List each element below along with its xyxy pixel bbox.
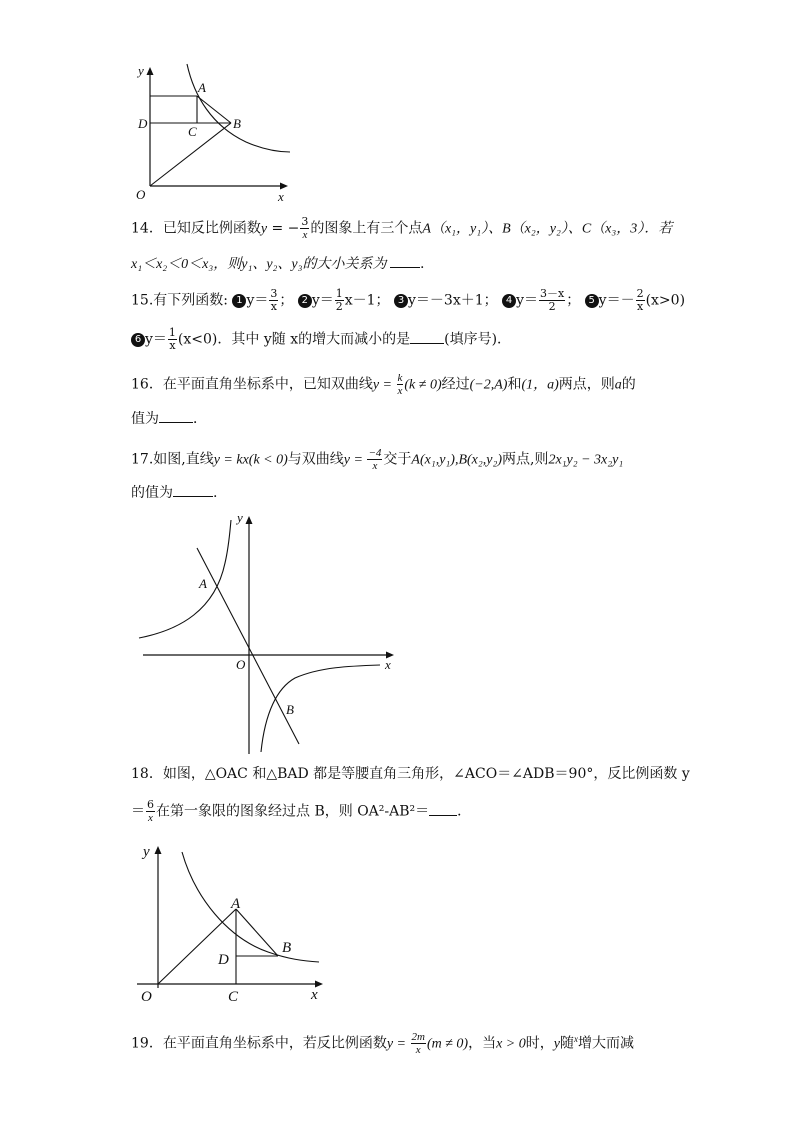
fig1-label-a: A bbox=[198, 80, 206, 95]
circled-number-1: 1 bbox=[232, 294, 246, 308]
fig2-label-x: x bbox=[385, 657, 391, 672]
q15-fraction-5: $\frac{2}{x}$ bbox=[636, 287, 644, 313]
answer-blank-q15[interactable] bbox=[410, 329, 444, 344]
fig3-label-y: y bbox=[143, 844, 150, 860]
circled-number-4: 4 bbox=[502, 294, 516, 308]
figure-2-svg bbox=[135, 508, 400, 758]
q15-fraction-4: $\frac{3-x}{2}$ bbox=[540, 287, 565, 313]
q14-text-b: 的图象上有三个点 bbox=[310, 220, 423, 237]
q14-line-2: x₁＜x₂＜0＜x₃，则y₁、y₂、y₃的大小关系为 . bbox=[131, 253, 424, 276]
fig1-label-b: B bbox=[233, 116, 241, 131]
fig2-label-y: y bbox=[237, 510, 243, 525]
q15-line-2: 6 y＝ $\frac{1}{x}$ (x<0)．其中 y随 x的增大而减小的是 (填序号)． bbox=[131, 327, 511, 352]
q16-fraction: $\frac{k}{x}$ bbox=[397, 372, 403, 397]
q18-line-1: 18．如图，△OAC 和△BAD 都是等腰直角三角形，∠ACO＝∠ADB＝90°，反比例函数 y bbox=[131, 766, 690, 782]
q19-line-1: 19．在平面直角坐标系中，若反比例函数y = $\frac{2m}{x}$ (m ≠ 0)，当x > 0时，y随$^x$增大而减 bbox=[131, 1031, 634, 1057]
q14-eq: = − bbox=[267, 220, 300, 237]
q15-line-1: 15.有下列函数: 1 y＝ $\frac{3}{x}$ ； 2 y＝ $\frac{1}{2}$ x－1； 3 y＝－3x＋1； 4 y＝ $\frac{3-x}{2}$ ； 5 y＝－ $\frac{2}{x}$ (x>0) bbox=[131, 287, 686, 313]
fig2-label-b: B bbox=[286, 702, 294, 717]
q18-fraction: $\frac{6}{x}$ bbox=[147, 798, 154, 824]
figure-hyperbola-line-2 bbox=[135, 508, 400, 758]
q17-fraction: $\frac{-4}{x}$ bbox=[368, 447, 382, 472]
circled-number-5: 5 bbox=[585, 294, 599, 308]
circled-number-3: 3 bbox=[394, 294, 408, 308]
fig1-label-y: y bbox=[138, 63, 144, 78]
fig1-label-x: x bbox=[278, 189, 284, 204]
q14-fraction: $\frac{3}{x}$ bbox=[301, 215, 309, 241]
fig3-label-x: x bbox=[311, 987, 318, 1003]
q14-line-1 bbox=[131, 216, 672, 241]
fig3-label-a: A bbox=[231, 896, 241, 912]
figure-hyperbola-triangle-1 bbox=[130, 60, 300, 205]
circled-number-2: 2 bbox=[298, 294, 312, 308]
fig1-label-d: D bbox=[138, 116, 148, 131]
answer-blank-q17[interactable] bbox=[173, 482, 213, 497]
fig3-label-c: C bbox=[228, 989, 239, 1005]
answer-blank-q14[interactable] bbox=[390, 253, 420, 268]
figure-isosceles-triangles-3 bbox=[133, 838, 333, 1008]
fig2-label-a: A bbox=[199, 576, 207, 591]
q15-fraction-2: $\frac{1}{2}$ bbox=[335, 287, 343, 313]
q17-line-2: 的值为 . bbox=[131, 482, 217, 504]
fig3-label-o: O bbox=[141, 989, 152, 1005]
fig2-label-o: O bbox=[236, 657, 246, 672]
q14-text-l2: x₁＜x₂＜0＜x₃，则y₁、y₂、y₃的大小关系为 bbox=[131, 257, 390, 272]
answer-blank-q16[interactable] bbox=[159, 408, 193, 423]
circled-number-6: 6 bbox=[131, 333, 145, 347]
q14-points: A（x₁，y₁）、B（x₂，y₂）、C（x₃，3）．若 bbox=[422, 221, 673, 237]
q15-fraction-6: $\frac{1}{x}$ bbox=[168, 326, 176, 352]
q16-line-1: 16．在平面直角坐标系中，已知双曲线y = $\frac{k}{x}$ (k ≠ 0)经过(−2,A)和(1，a)两点，则a的 bbox=[131, 372, 636, 397]
fig3-label-d: D bbox=[218, 952, 229, 968]
fig1-label-o: O bbox=[136, 187, 146, 202]
figure-3-svg bbox=[133, 838, 333, 1008]
q14-text-a: 14．已知反比例函数 bbox=[131, 220, 261, 237]
q15-fraction-1: $\frac{3}{x}$ bbox=[270, 287, 278, 313]
q18-line-2: ＝ $\frac{6}{x}$ 在第一象限的图象经过点 B，则 OA²-AB²＝ ． bbox=[131, 798, 472, 824]
q17-line-1: 17.如图,直线y = kx(k < 0)与双曲线y = $\frac{-4}{x}$ 交于A(x₁,y₁),B(x₂,y₂)两点,则2x₁y₂ − 3x₂y₁ bbox=[131, 447, 624, 472]
answer-blank-q18[interactable] bbox=[429, 801, 457, 816]
q16-line-2: 值为 ． bbox=[131, 408, 207, 430]
figure-1-svg bbox=[130, 60, 300, 205]
q14-func-y: y bbox=[260, 221, 268, 237]
fig1-label-c: C bbox=[188, 124, 197, 139]
q19-fraction: $\frac{2m}{x}$ bbox=[411, 1031, 425, 1057]
fig3-label-b: B bbox=[282, 940, 292, 956]
